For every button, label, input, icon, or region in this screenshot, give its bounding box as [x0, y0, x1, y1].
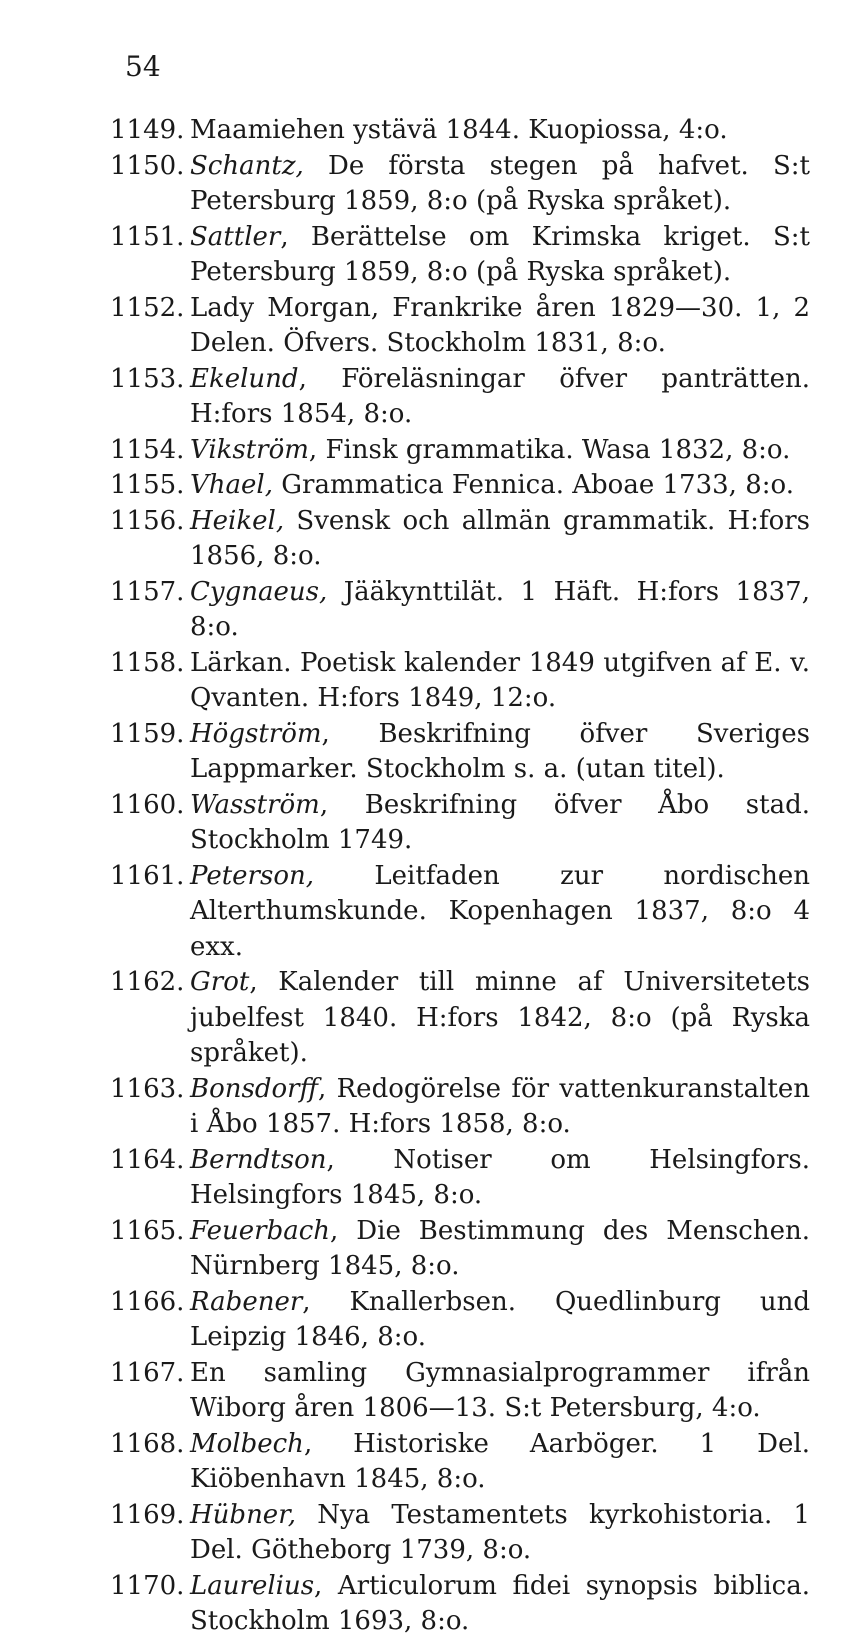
entry-description: , Redogörelse för vattenkuranstalten i Åbo 1857. H:fors 1858, 8:o. — [190, 1073, 810, 1139]
entry-description: Jääkynttilät. 1 Häft. H:fors 1837, 8:o. — [190, 576, 810, 642]
entry-number: 1154. — [110, 434, 185, 465]
catalogue-entry — [110, 1569, 810, 1640]
catalogue-entry — [110, 1498, 810, 1569]
entry-author: Molbech — [190, 1428, 304, 1459]
catalogue-entry — [110, 1285, 810, 1356]
page-number: 54 — [125, 50, 161, 83]
entry-number: 1170. — [110, 1570, 185, 1601]
entry-text — [190, 1356, 810, 1427]
entry-number: 1151. — [110, 221, 185, 252]
entry-author: Peterson, — [190, 860, 314, 891]
entry-text — [190, 965, 810, 1072]
entry-number: 1166. — [110, 1286, 185, 1317]
entry-description: Leitfaden zur nordischen Alterthumskunde. Kopenhagen 1837, 8:o 4 exx. — [190, 860, 810, 962]
entry-author: Wasström — [190, 789, 320, 820]
entry-author: Laurelius — [190, 1570, 315, 1601]
entry-text — [190, 859, 810, 966]
entry-author: Schantz, — [190, 150, 304, 181]
entry-text — [190, 220, 810, 291]
catalogue-entry — [110, 1427, 810, 1498]
entry-author: Feuerbach — [190, 1215, 331, 1246]
catalogue-entry — [110, 1214, 810, 1285]
entry-number: 1158. — [110, 647, 185, 678]
entry-description: Maamiehen ystävä 1844. Kuopiossa, 4:o. — [190, 115, 728, 145]
entry-number: 1157. — [110, 576, 185, 607]
entry-author: Cygnaeus, — [190, 576, 328, 607]
catalogue-entry — [110, 965, 810, 1072]
entry-text — [190, 1072, 810, 1143]
entry-number: 1167. — [110, 1357, 185, 1388]
entry-text — [190, 291, 810, 362]
entry-description: Lärkan. Poetisk kalender 1849 utgifven af E. v. Qvanten. H:fors 1849, 12:o. — [190, 647, 810, 713]
entry-author: Högström — [190, 718, 322, 749]
entry-text — [190, 1427, 810, 1498]
entry-author: Hübner, — [190, 1499, 297, 1530]
entry-description: , Beskrifning öfver Åbo stad. Stockholm 1749. — [190, 789, 810, 855]
entry-text — [190, 1498, 810, 1569]
entry-text — [190, 717, 810, 788]
entry-author: Berndtson — [190, 1144, 327, 1175]
entry-number: 1155. — [110, 470, 185, 500]
entry-text — [190, 1214, 810, 1285]
catalogue-entry — [110, 788, 810, 859]
entry-text — [190, 113, 810, 149]
entry-author: Heikel, — [190, 505, 285, 536]
entry-description: , Kalender till minne af Universitetets jubelfest 1840. H:fors 1842, 8:o (på Ryska språket). — [190, 967, 810, 1068]
entry-author: Bonsdorff — [190, 1073, 318, 1104]
entry-number: 1159. — [110, 718, 185, 749]
entry-text — [190, 575, 810, 646]
catalogue-entry — [110, 575, 810, 646]
entry-text — [190, 1143, 810, 1214]
catalogue-entry — [110, 859, 810, 966]
entry-description: , Historiske Aarböger. 1 Del. Kiöbenhavn 1845, 8:o. — [190, 1428, 810, 1494]
entry-description: Svensk och allmän grammatik. H:fors 1856, 8:o. — [190, 505, 810, 571]
catalogue-entry — [110, 1143, 810, 1214]
entry-author: Ekelund — [190, 363, 299, 394]
entry-number: 1149. — [110, 115, 185, 145]
catalogue-entry — [110, 433, 810, 469]
catalogue-entry — [110, 468, 810, 504]
entry-author: Vhael, — [190, 470, 273, 500]
catalogue-entry — [110, 362, 810, 433]
entry-description: , Knallerbsen. Quedlinburg und Leipzig 1846, 8:o. — [190, 1286, 810, 1352]
entry-number: 1156. — [110, 505, 185, 536]
entry-description: En samling Gymnasialprogrammer ifrån Wiborg åren 1806—13. S:t Petersburg, 4:o. — [190, 1357, 810, 1423]
catalogue-entry — [110, 1072, 810, 1143]
catalogue-entry — [110, 220, 810, 291]
entry-description: , Die Bestimmung des Menschen. Nürnberg 1845, 8:o. — [190, 1215, 810, 1281]
catalogue-entry — [110, 504, 810, 575]
entry-number: 1169. — [110, 1499, 185, 1530]
catalogue-entry — [110, 646, 810, 717]
entry-number: 1161. — [110, 860, 185, 891]
catalogue-entry — [110, 291, 810, 362]
entry-author: Sattler — [190, 221, 281, 252]
entry-number: 1168. — [110, 1428, 185, 1459]
catalogue-entries — [110, 113, 810, 1640]
entry-text — [190, 788, 810, 859]
entry-text — [190, 646, 810, 717]
entry-description: , Berättelse om Krimska kriget. S:t Petersburg 1859, 8:o (på Ryska språket). — [190, 221, 810, 287]
entry-description: De första stegen på hafvet. S:t Petersburg 1859, 8:o (på Ryska språket). — [190, 150, 810, 216]
entry-description: , Beskrifning öfver Sveriges Lappmarker. Stockholm s. a. (utan titel). — [190, 718, 810, 784]
catalogue-entry — [110, 717, 810, 788]
entry-description: , Föreläsningar öfver panträtten. H:fors 1854, 8:o. — [190, 363, 810, 429]
entry-description: Grammatica Fennica. Aboae 1733, 8:o. — [273, 470, 794, 500]
entry-description: Nya Testamentets kyrkohistoria. 1 Del. Götheborg 1739, 8:o. — [190, 1499, 810, 1565]
entry-number: 1163. — [110, 1073, 185, 1104]
catalogue-entry — [110, 1356, 810, 1427]
entry-description: , Finsk grammatika. Wasa 1832, 8:o. — [308, 434, 791, 465]
entry-description: , Articulorum fidei synopsis biblica. Stockholm 1693, 8:o. — [190, 1570, 810, 1636]
entry-number: 1164. — [110, 1144, 185, 1175]
entry-author: Vikström — [190, 434, 309, 465]
entry-number: 1152. — [110, 292, 185, 323]
entry-number: 1153. — [110, 363, 185, 394]
entry-author: Grot — [190, 967, 250, 997]
entry-number: 1160. — [110, 789, 185, 820]
entry-text — [190, 504, 810, 575]
entry-description: Lady Morgan, Frankrike åren 1829—30. 1, 2 Delen. Öfvers. Stockholm 1831, 8:o. — [190, 292, 810, 358]
catalogue-entry — [110, 149, 810, 220]
entry-text — [190, 149, 810, 220]
entry-text — [190, 362, 810, 433]
catalogue-entry — [110, 113, 810, 149]
entry-text — [190, 433, 810, 469]
entry-number: 1165. — [110, 1215, 185, 1246]
entry-text — [190, 1285, 810, 1356]
entry-description: , Notiser om Helsingfors. Helsingfors 1845, 8:o. — [190, 1144, 810, 1210]
entry-text — [190, 1569, 810, 1640]
entry-author: Rabener — [190, 1286, 303, 1317]
entry-number: 1162. — [110, 967, 185, 997]
entry-number: 1150. — [110, 150, 185, 181]
entry-text — [190, 468, 810, 504]
